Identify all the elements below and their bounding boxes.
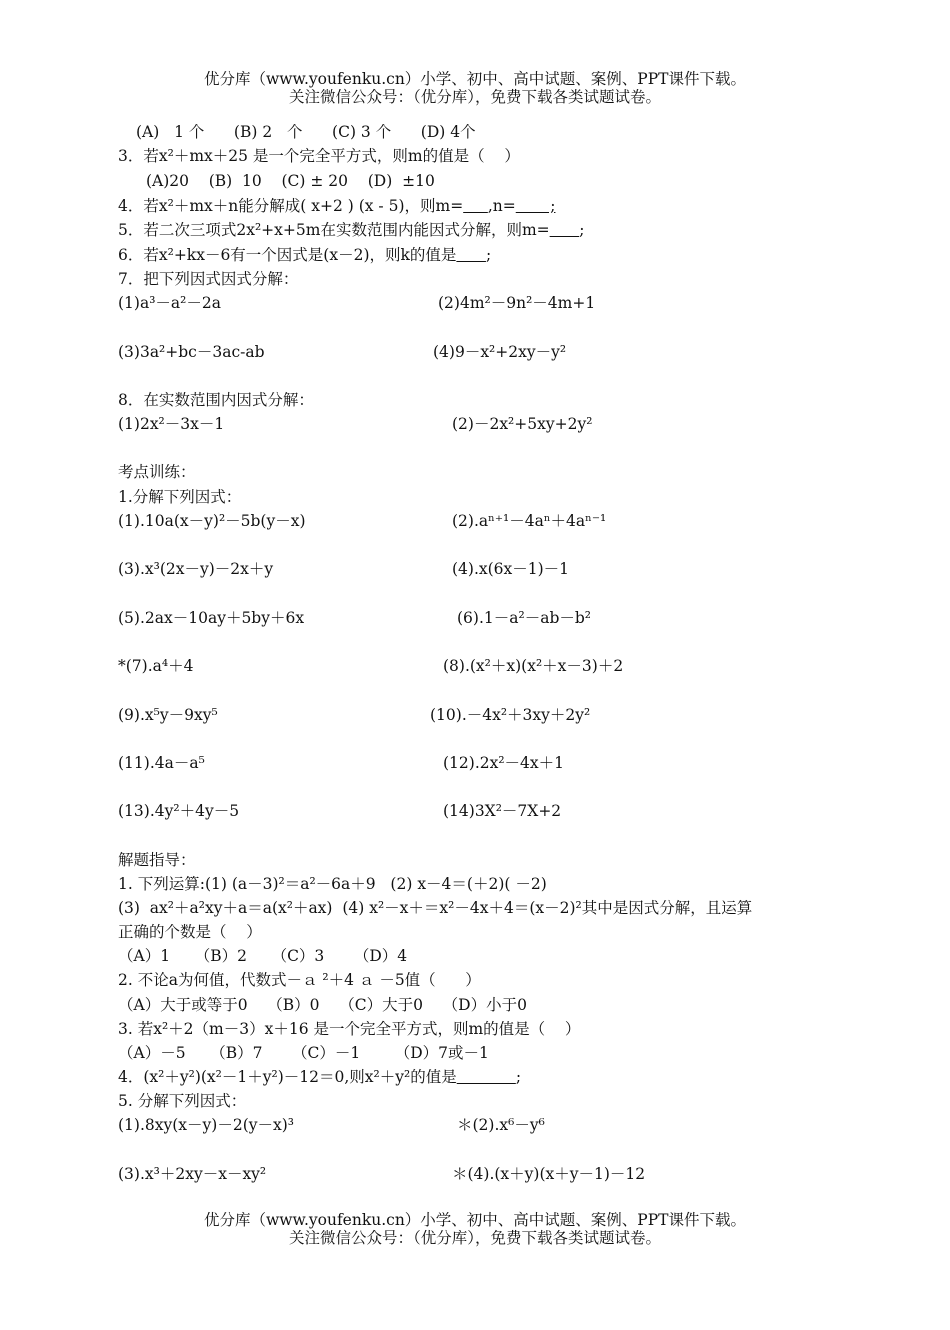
- practice-item: (5).2ax－10ay＋5by＋6x: [118, 609, 305, 627]
- q7-title: 7．把下列因式因式分解：: [118, 270, 299, 288]
- q8-item-1: (1)2x²－3x－1: [118, 415, 225, 433]
- header-line-2: 关注微信公众号：（优分库），免费下载各类试题试卷。: [288, 88, 661, 106]
- footer-line-2: 关注微信公众号：（优分库），免费下载各类试题试卷。: [288, 1229, 661, 1247]
- q6-text: 6．若x²+kx－6有一个因式是(x－2)，则k的值是: [118, 246, 457, 264]
- q5-blank[interactable]: [550, 221, 580, 239]
- q8-item-2: (2)－2x²+5xy+2y²: [452, 415, 593, 433]
- practice-item: (12).2x²－4x＋1: [443, 754, 565, 772]
- q8-title: 8．在实数范围内因式分解：: [118, 391, 314, 409]
- practice-item: (4).x(6x－1)－1: [452, 560, 570, 578]
- guide-q1-line-1: 1. 下列运算:(1) (a－3)²＝a²－6a＋9 (2) x－4＝(＋2)( －2): [118, 875, 547, 893]
- practice-q1-title: 1.分解下列因式：: [118, 488, 242, 506]
- q2-options: (A) 1 个 (B) 2 个 (C) 3 个 (D) 4个: [136, 123, 476, 141]
- q7-item-2: (2)4m²－9n²－4m+1: [438, 294, 596, 312]
- q7-item-3: (3)3a²+bc－3ac-ab: [118, 343, 265, 361]
- q3-options: (A)20 (B) 10 (C) ± 20 (D) ±10: [146, 172, 435, 190]
- q5-line: [118, 220, 584, 240]
- q6-end: ;: [485, 246, 492, 264]
- q4-mid: ,n=: [487, 197, 516, 215]
- footer-line-1: 优分库（www.youfenku.cn）小学、初中、高中试题、案例、PPT课件下载。: [203, 1211, 747, 1229]
- practice-item: (14)3X²－7X+2: [443, 802, 562, 820]
- guide-q5-item-2: ＊(2).x⁶－y⁶: [457, 1116, 545, 1134]
- q4-blank-m[interactable]: [463, 197, 488, 215]
- guide-q5-item-4: ＊(4).(x＋y)(x＋y－1)－12: [452, 1165, 646, 1183]
- guide-q1-options: （A）1 （B）2 （C）3 （D）4: [118, 947, 408, 965]
- q7-item-1: (1)a³－a²－2a: [118, 294, 221, 312]
- q7-item-4: (4)9－x²+2xy－y²: [433, 343, 567, 361]
- practice-item: (10).－4x²＋3xy＋2y²: [430, 706, 591, 724]
- practice-item: (13).4y²＋4y－5: [118, 802, 240, 820]
- guide-q4-line: [118, 1067, 521, 1087]
- guide-q5-title: 5. 分解下列因式：: [118, 1092, 247, 1110]
- q4-blank-n[interactable]: ;: [515, 197, 556, 215]
- practice-item: (3).x³(2x－y)－2x＋y: [118, 560, 274, 578]
- q3-text: 3．若x²＋mx＋25 是一个完全平方式，则m的值是（ ）: [118, 147, 520, 165]
- guide-q4-end: ;: [515, 1068, 522, 1086]
- practice-item: (8).(x²＋x)(x²＋x－3)＋2: [443, 657, 624, 675]
- guide-q5-item-1: (1).8xy(x－y)－2(y－x)³: [118, 1116, 295, 1134]
- q6-line: [118, 245, 491, 265]
- guide-q1-line-2: (3) ax²＋a²xy＋a＝a(x²＋ax) (4) x²－x＋＝x²－4x＋4＝(x－2)²其中是因式分解，且运算: [118, 899, 753, 917]
- header-line-1: 优分库（www.youfenku.cn）小学、初中、高中试题、案例、PPT课件下载。: [203, 70, 747, 88]
- practice-item: (2).aⁿ⁺¹－4aⁿ＋4aⁿ⁻¹: [452, 512, 607, 530]
- q6-blank[interactable]: [456, 246, 486, 264]
- practice-item: (11).4a－a⁵: [118, 754, 205, 772]
- practice-item: (9).x⁵y－9xy⁵: [118, 706, 218, 724]
- guide-q4-text: 4．(x²＋y²)(x²－1＋y²)－12＝0,则x²＋y²的值是: [118, 1068, 457, 1086]
- guide-q5-item-3: (3).x³＋2xy－x－xy²: [118, 1165, 267, 1183]
- practice-item: (1).10a(x－y)²－5b(y－x): [118, 512, 306, 530]
- guide-q2-text: 2. 不论a为何值，代数式－ａ ²＋4 ａ －5值（ ）: [118, 971, 481, 989]
- q4-text: 4．若x²＋mx＋n能分解成( x+2 ) (x - 5)，则m=: [118, 197, 464, 215]
- q5-text: 5．若二次三项式2x²+x+5m在实数范围内能因式分解，则m=: [118, 221, 550, 239]
- q5-end: ;: [579, 221, 585, 239]
- guide-q4-blank[interactable]: [457, 1068, 516, 1086]
- practice-title: 考点训练：: [118, 463, 196, 481]
- guide-q1-line-3: 正确的个数是（ ）: [118, 923, 262, 941]
- guide-title: 解题指导：: [118, 851, 196, 869]
- q4-line: [118, 196, 555, 216]
- guide-q3-options: （A）－5 （B）7 （C）－1 （D）7或－1: [118, 1044, 489, 1062]
- practice-item: *(7).a⁴＋4: [118, 657, 194, 675]
- guide-q2-options: （A）大于或等于0 （B）0 （C）大于0 （D）小于0: [118, 996, 527, 1014]
- guide-q3-text: 3. 若x²＋2（m－3）x＋16 是一个完全平方式，则m的值是（ ）: [118, 1020, 581, 1038]
- practice-item: (6).1－a²－ab－b²: [457, 609, 591, 627]
